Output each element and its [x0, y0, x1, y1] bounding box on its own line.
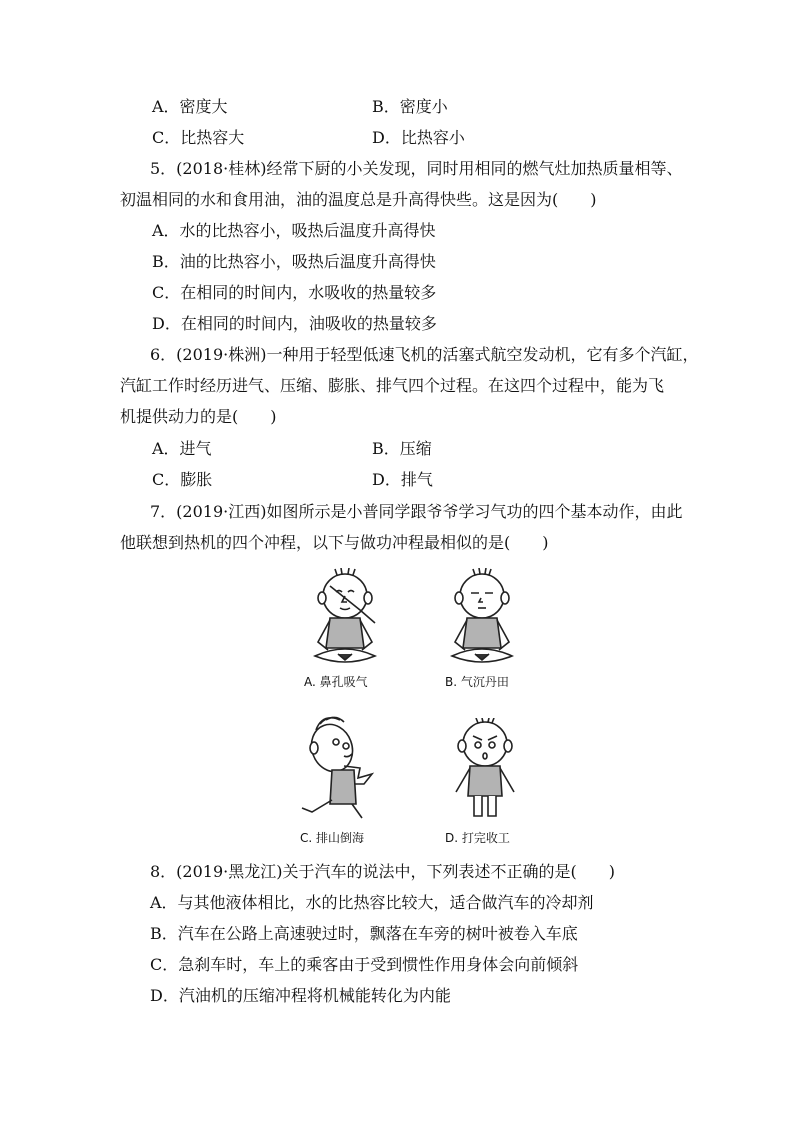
q6-stem-line-3: 机提供动力的是( ) — [120, 407, 277, 426]
figure-d-caption: D. 打完收工 — [445, 831, 510, 845]
figure-b-qi-sink — [437, 568, 527, 673]
q7-stem-line-1: 7．(2019·江西)如图所示是小普同学跟爷爷学习气功的四个基本动作，由此 — [150, 502, 683, 521]
q6-stem-line-1: 6．(2019·株洲)一种用于轻型低速飞机的活塞式航空发动机，它有多个汽缸， — [150, 345, 699, 364]
q8-option-a: A．与其他液体相比，水的比热容比较大，适合做汽车的冷却剂 — [150, 893, 594, 912]
q5-option-d: D．在相同的时间内，油吸收的热量较多 — [152, 314, 437, 333]
q8-stem: 8．(2019·黑龙江)关于汽车的说法中，下列表述不正确的是( ) — [150, 862, 615, 881]
q5-option-c: C．在相同的时间内，水吸收的热量较多 — [152, 283, 437, 302]
q7-stem-line-2: 他联想到热机的四个冲程，以下与做功冲程最相似的是( ) — [120, 533, 549, 552]
figure-d-finish — [440, 718, 530, 823]
q4-option-a: A．密度大 — [152, 97, 228, 116]
figure-a-nose-inhale — [300, 568, 390, 673]
figure-a-caption: A. 鼻孔吸气 — [304, 675, 368, 689]
q6-stem-line-2: 汽缸工作时经历进气、压缩、膨胀、排气四个过程。在这四个过程中，能为飞 — [120, 376, 665, 395]
q5-stem-line-1: 5．(2018·桂林)经常下厨的小关发现，同时用相同的燃气灶加热质量相等、 — [150, 159, 683, 178]
q4-option-b: B．密度小 — [372, 97, 448, 116]
q8-option-b: B．汽车在公路上高速驶过时，飘落在车旁的树叶被卷入车底 — [150, 924, 578, 943]
q4-option-c: C．比热容大 — [152, 128, 245, 147]
q8-option-c: C．急刹车时，车上的乘客由于受到惯性作用身体会向前倾斜 — [150, 955, 579, 974]
q4-option-d: D．比热容小 — [372, 128, 465, 147]
q8-option-d: D．汽油机的压缩冲程将机械能转化为内能 — [150, 986, 451, 1005]
q5-option-a: A．水的比热容小，吸热后温度升高得快 — [152, 221, 436, 240]
figure-c-caption: C. 排山倒海 — [300, 831, 365, 845]
q6-option-a: A．进气 — [152, 439, 212, 458]
q6-option-b: B．压缩 — [372, 439, 432, 458]
figure-b-caption: B. 气沉丹田 — [445, 675, 509, 689]
q5-option-b: B．油的比热容小，吸热后温度升高得快 — [152, 252, 436, 271]
q6-option-c: C．膨胀 — [152, 470, 213, 489]
q5-stem-line-2: 初温相同的水和食用油，油的温度总是升高得快些。这是因为( ) — [120, 190, 597, 209]
figure-c-push-mountain — [296, 710, 396, 825]
q6-option-d: D．排气 — [372, 470, 433, 489]
